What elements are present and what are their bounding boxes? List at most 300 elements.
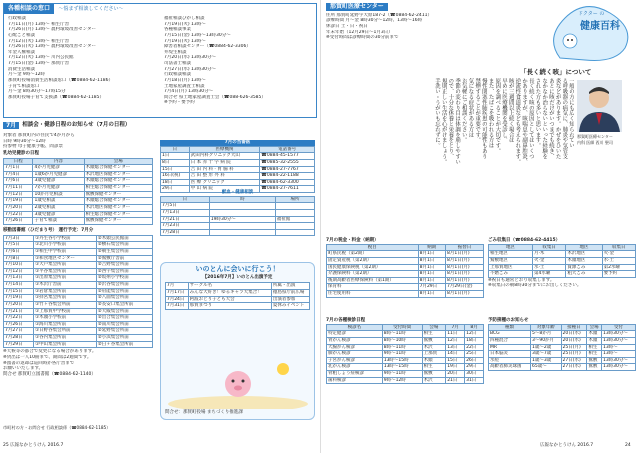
text-line: 月～金 8時30分～17時15分 [8,89,66,95]
table-row [327,251,484,258]
table-cell: 相生 [587,351,602,358]
table-cell: 火·金 [602,251,635,258]
text-line: 年末年始（12月29日～1月3日） [326,29,393,35]
table-row [165,303,309,310]
page-number-right: 24 [625,443,631,448]
library-contact: 問合せ 那賀町立図書館（☎0884-62-1140） [3,371,96,377]
logo-big-text: 健康百科 [580,21,620,32]
table-cell [275,229,314,236]
table-cell: ①岩倉集会所前 [34,288,97,295]
text-line: 持参物 母子健康手帳、問診票 [3,144,63,150]
column-header: 税目 [327,244,419,251]
text-line: 井堤生相談 [164,49,187,55]
tax-section [326,238,484,298]
table-cell: 7月12日 [4,268,34,275]
table-cell: 粗大ごみ [566,271,602,278]
table-cell [209,209,275,216]
holiday-table [160,146,315,193]
table-row [4,185,153,192]
table-cell: 大腸がん検診 [327,344,383,351]
table-cell: 7月26日 [4,218,33,225]
footer-right: 広報なかとうけん 2016.7 [540,443,594,448]
table-cell: 26日 [465,357,484,364]
table-row [4,178,153,185]
table-cell: ①日野谷集会所前 [34,328,97,335]
table-row [165,290,309,297]
footer-left-note: 市町村の方・お問合せ 行政相談係（☎0884-62-1185） [3,425,111,430]
schedule1-table [326,324,484,385]
table-cell: 高齢者肺炎球菌 [489,364,531,371]
table-cell: ☎0885-32-2555 [260,159,315,166]
table-cell: 19日 [446,364,465,371]
july-title: 相談会・健診日程のお知らせ（7月の日程） [22,122,131,129]
column-header: 納期 [418,244,445,251]
table-row [165,296,309,303]
inoton-character-illustration [163,359,313,409]
table-cell: 3歳～7歳 [530,351,561,358]
table-cell: 木頭 [422,357,446,364]
table-row [4,321,153,328]
table-header-row [161,146,315,153]
table-cell: 13日 [446,344,465,351]
text-line: 住所 那賀町延野字大原187-2（☎0884-62-2411） [326,12,432,18]
table-row [489,257,636,264]
table-cell: 8月1日 [418,251,445,258]
table-cell: 30日 [465,371,484,378]
table-cell: 7月12日 [4,191,33,198]
holiday-title: 7月の当番医 [160,140,315,146]
article-title: 「長く続く咳」について [520,68,592,76]
table-cell: 25日(月) [561,351,587,358]
text-line: 問合せ 県土地家屋調査士会（☎088-626-3585） [164,94,266,100]
table-cell: 骨粗しょう症検診 [327,371,383,378]
article-column: 咳が三週間以上続く場合は [507,78,514,143]
library-section [3,228,153,418]
clinic-section [326,3,526,53]
table-cell: ☎0884-22-1188 [260,173,315,180]
table-cell: ②横石集会所前 [96,242,152,249]
text-line: 年金人権相談 [8,49,35,55]
table-cell: 7月29日 [418,284,445,291]
table-cell: 相生 [422,331,446,338]
table-cell: ①中山集会所前 [34,341,97,348]
table-row [4,308,153,315]
table-cell: 14日 [446,351,465,358]
table-cell: 鷲敷保健センター [84,218,152,225]
table-cell [275,209,314,216]
column-header: 収集日 [532,244,565,251]
table-cell: 特定健診 [327,331,383,338]
text-line: 7月4日(月) 13時30分～ [164,89,214,95]
table-cell: 7月5日 [161,203,210,210]
event-subtitle: 【2016年7月】いのとん出演予定 [202,274,273,280]
table-cell: 1日 [161,153,190,160]
text-line: 7月26日(月) 13時～ 農村環境改善センター [8,27,97,33]
text-line: 7月11日(月) 13時～ 相生庁舎 [8,21,70,27]
table-cell: 子宮がん検診 [327,357,383,364]
table-row [489,344,636,351]
table-cell: 鷲敷 [587,364,602,371]
article-column: る呼吸器の病気に、肺炎や気管支 [561,78,568,159]
column-header: 時 [209,196,275,203]
table-row [161,159,315,166]
table-cell: 7月31日 [165,303,188,310]
table-row [4,295,153,302]
table-row [4,262,153,269]
table-cell: 胃がん検診 [327,337,383,344]
checkup-table [3,158,153,225]
health-table [160,196,315,237]
article-column: された方も多いと思います。 [534,78,541,149]
table-row [4,282,153,289]
tax-title: 7月の税金・料金（納期） [326,238,379,243]
table-cell: 水痘 [489,357,531,364]
table-cell: ①竹ヶ谷集会所前 [34,301,97,308]
event-table [165,282,310,310]
table-cell: ☎0884-27-7767 [260,166,315,173]
table-cell: 8日 [161,159,190,166]
consult-subtitle: ～悩まず相談してください～ [58,6,124,12]
table-cell: 4か月児健診 [33,165,84,172]
table-cell: 8月1日 [418,291,445,298]
table-cell: 相生総合保健センター [84,211,152,218]
table-header-row [161,196,315,203]
text-line: 那賀町役場子育て支援課（☎0884-62-1185） [8,94,104,100]
table-cell: 木沢 [422,344,446,351]
table-row [489,357,636,364]
table-row [4,171,153,178]
text-line: 対象者 那賀町内の住民で4か月から [3,133,75,138]
table-row [4,335,153,342]
table-cell: ①拝宮集会所前 [34,295,97,302]
column-header: 地区 [566,244,602,251]
text-line: 7月15日(金) 13時～ 那賀庁舎 [8,61,70,66]
column-header: 対象年齢 [530,324,561,331]
table-cell: 9時～11時 [382,351,422,358]
july-header [3,121,317,130]
table-row [161,209,315,216]
table-cell: みんな大好き！ゆるキャラ大集合！ [188,290,271,297]
article-column: 原因を調べることが大切です。 [494,78,501,154]
text-line: 土地家屋調査士相談 [164,83,205,89]
table-row [327,331,484,338]
table-cell: 22日 [465,344,484,351]
table-cell: 8月1日(月) [445,277,483,284]
doctor-name: 内科 医師 西川 聖司 [577,140,613,145]
table-row [327,271,484,278]
table-row [489,271,636,278]
table-cell [209,223,275,230]
column-header: 日 [161,146,190,153]
table-cell: 3歳児健診 [33,178,84,185]
table-cell: 鷲敷 [422,337,446,344]
table-cell: 第4水曜 [532,271,565,278]
table-row [327,377,484,384]
library-table [3,235,153,349]
table-cell: ②大殿集会所前 [96,308,152,315]
table-cell: 木頭地区 [566,257,602,264]
table-cell: 8月1日 [418,277,445,284]
table-row [489,331,636,338]
article-column: ので、十分な休養と栄養をとり、 [447,78,454,159]
table-cell: 月·木 [532,251,565,258]
table-row [327,337,484,344]
text-line: 7月19日(火) 13時～ [164,21,206,27]
article-column: なかなか治らないといった経験を [541,78,548,159]
table-cell: 7月26日 [4,321,34,328]
table-row [4,191,153,198]
consult-box [3,3,317,118]
page-divider [320,0,321,453]
table-cell: 中 山 病 院 [189,186,260,193]
library-notes [3,349,153,372]
table-cell: 不燃ごみ [489,271,533,278]
table-row [489,337,636,344]
column-header: 受付時間 [382,324,422,331]
table-cell: 8月1日(月) [445,271,483,278]
column-header: 内容 [33,158,84,165]
article-column: 長く続く咳の原因としてはいくつ [527,78,534,159]
table-cell: 7月6日 [4,178,33,185]
text-line: 司法書士相談 [164,61,191,66]
table-cell: 7月28日 [161,229,210,236]
table-cell: 29日 [161,186,190,193]
article-column: 規則正しい生活を心がけましょう。 [440,78,447,165]
text-line: 各種相談事業 [164,27,191,33]
table-row [4,165,153,172]
table-row [327,284,484,291]
table-cell: 木頭総合保健センター [84,165,152,172]
health-section [160,190,315,236]
table-cell: ②延野集会所前 [96,328,152,335]
text-line: 月～金 9時～12時 [8,72,46,78]
table-row [327,277,484,284]
schedule2-title: 予防接種のお知らせ [488,318,529,323]
column-header: 医療機関 [189,146,260,153]
schedule2-table [488,324,636,371]
table-cell: 7月6日 [4,248,34,255]
table-cell: 7月21日 [4,308,34,315]
table-cell: 7月3日 [4,235,34,242]
column-header: 振替日 [445,244,483,251]
table-cell: 第2水曜 [602,264,635,271]
text-line: 7月27日(水) 13時30分～ [164,66,216,72]
schedule1-title: 7月の各種検診日程 [326,318,366,323]
table-cell: 木頭総合保健センター [84,198,152,205]
text-line: ※収集日の朝8時30分までにお出しください。 [488,283,582,289]
table-cell: 7月13日 [161,209,210,216]
table-row [4,211,153,218]
column-header: 日程 [4,158,33,165]
text-line: 診療時間 月～金 8時30分～12時、13時～16時 [326,18,423,24]
table-cell: 8時～11時 [382,344,422,351]
table-cell: 日本脳炎 [489,351,531,358]
table-cell: 1歳6か月児健診 [33,171,84,178]
table-cell: 上那賀 [422,351,446,358]
table-cell: 3～90か月 [530,337,561,344]
table-cell: 子育て相談 [33,218,84,225]
table-cell: 乳がん検診 [327,364,383,371]
table-cell: 8月1日(月) [445,291,483,298]
table-row [327,357,484,364]
article-column: 炎などがあります。かぜをひいた [554,78,561,159]
table-cell: 27日(水) [561,357,587,364]
table-cell: 水·土 [602,257,635,264]
table-row [327,257,484,264]
table-row [327,344,484,351]
table-cell: 鷲敷地区 [489,257,533,264]
table-cell: 8月1日(月) [445,251,483,258]
table-cell: 鷲敷 [422,371,446,378]
table-cell: 13時～15時 [382,357,422,364]
article-column: お気軽にご相談ください。 [460,78,467,143]
article-column: 手洗い・うがいも忘れずに。 [433,78,440,149]
column-header: 検診名 [327,324,383,331]
table-cell: 夏休みイベント [271,303,309,310]
table-row [4,218,153,225]
table-row [161,153,315,160]
table-cell: ②出合集会所前 [96,315,152,322]
table-cell: 福祉館 [275,216,314,223]
table-row [161,229,315,236]
table-cell: 日 本 赤 十 字 病 院 [189,159,260,166]
table-cell: 木沢地区保健センター [84,171,152,178]
text-line: ※受付時間は診療時間の30分前まで [326,35,399,41]
table-cell: 歯科検診 [327,377,383,384]
table-cell: ②沢谷集会所前 [96,282,152,289]
event-note: 問合せ：那賀町役場 まちづくり推進課 [165,410,243,416]
table-cell: ②木頭公民館前 [96,235,152,242]
table-row [161,166,315,173]
table-cell: 鷲敷 [587,357,602,364]
table-cell: 16日(祝) [161,173,190,180]
table-cell: 19時30分～ [209,216,275,223]
doctor-photo [577,80,622,132]
table-cell: 7月20日 [4,204,33,211]
table-row [489,364,636,371]
tax-table [326,244,484,298]
table-cell: 7月15日 [4,288,34,295]
text-line: ※貸出は一人10冊まで、期間は2週間です。 [3,354,92,360]
library-title: 移動図書館（ひだまり号） 運行予定：7月分 [3,228,94,233]
table-row [4,198,153,205]
text-line: ※予約・要予約 [164,100,195,106]
table-row [4,328,153,335]
table-cell: 11日 [446,331,465,338]
table-cell: 25日 [465,351,484,358]
table-cell: 7月22日 [4,211,33,218]
article-column: 季節の変わり目は体調を崩しやすい [454,78,461,165]
text-line: 7月26日(火) 13時～ 農村環境改善センター [8,44,97,50]
table-cell: 相生地区 [489,251,533,258]
table-row [489,351,636,358]
text-line: お願いいたします。 [3,366,44,372]
schedule1-section [326,318,484,384]
consult-col1 [8,16,158,100]
text-line: 休診日 土・日・祝日 [326,23,368,29]
table-cell: 7月 [165,283,188,290]
text-line: 行政相談 [8,16,26,21]
table-cell: ①北川小学校前 [34,242,97,249]
table-cell: 3歳児健診 [33,211,84,218]
table-cell: 阿波おどり子ども大会 [188,296,271,303]
table-row [4,341,153,348]
table-header-row [489,244,636,251]
table-cell: ②長安口集会所前 [96,301,152,308]
table-cell: 肺がん検診 [327,351,383,358]
table-cell: 所属・出演 [271,283,309,290]
doctor-caption: 那賀町医療センター [577,134,613,139]
text-line: 那賀町役場消費生活相談窓口（☎0884-62-1186） [8,77,113,83]
checkup-section [3,133,153,225]
table-cell: 相生 [422,364,446,371]
table-row [161,223,315,230]
text-line: 子育て相談窓口 [8,83,40,89]
text-line: 行政相談相談 [164,72,191,78]
clinic-title: 那賀町医療センター [326,3,388,11]
table-cell: 火·金 [532,257,565,264]
table-row [489,264,636,271]
event-section [160,262,315,420]
table-cell: ②府能集会所前 [96,288,152,295]
table-cell: ②西宇集会所前 [96,268,152,275]
table-cell: 相生総合保健センター [84,185,152,192]
text-line: ※図書の返却は巡回時か各庁舎まで [3,360,75,366]
table-cell: 介護保険料（第2期） [327,271,419,278]
table-row [4,255,153,262]
table-cell: ②八面集会所前 [96,295,152,302]
article-column: 逆流性食道炎なども考えられます。 [514,78,521,165]
table-cell: 国民健康保険税（第2期） [327,264,419,271]
table-row [161,173,315,180]
table-cell: ②坂州小学校前 [96,275,152,282]
table-cell: 8時～11時 [382,331,422,338]
table-cell: 7月24日 [165,296,188,303]
column-header: 7月 [446,324,465,331]
table-cell: 31日 [465,377,484,384]
footer-left: 25 広報なかとうけん 2016.7 [3,443,64,448]
table-cell: 吉 田 内 科 · 胃 腸 科 [189,166,260,173]
table-row [327,364,484,371]
table-cell: 7月4日 [4,171,33,178]
table-cell: 木沢 [422,377,446,384]
table-cell: 上那賀地区 [489,264,533,271]
table-cell: 15日 [446,357,465,364]
table-cell: 7月28日 [4,335,34,342]
table-cell: 木沢地区保健センター [84,204,152,211]
article-column: あとに咳だけがいつまでも続き、 [547,78,554,159]
table-cell: 木頭 [587,337,602,344]
text-line: ※祝日も通常どおり収集します。 [488,277,555,283]
consult-title: 各種相談の窓口 [4,4,54,14]
text-line: 障害者相談センター（☎0884-62-3306） [164,44,251,50]
article-column: また、たばこを吸われる方は [487,78,494,149]
table-cell: 固定資産税（第2期） [327,257,419,264]
table-cell: 7月11日 [4,185,33,192]
table-cell: 保育料 [327,284,419,291]
table-row [4,268,153,275]
consult-col2 [164,16,314,106]
column-header: 場所 [275,196,314,203]
table-cell [209,229,275,236]
table-cell: 後期高齢者医療保険料（第1期） [327,277,419,284]
table-row [4,315,153,322]
table-row [4,242,153,249]
article-column: 早めに医療機関を受診し、 [500,78,507,143]
health-title: 献血・健康相談 [221,190,254,195]
table-cell: ①海川集会所前 [34,321,97,328]
table-row [165,283,309,290]
